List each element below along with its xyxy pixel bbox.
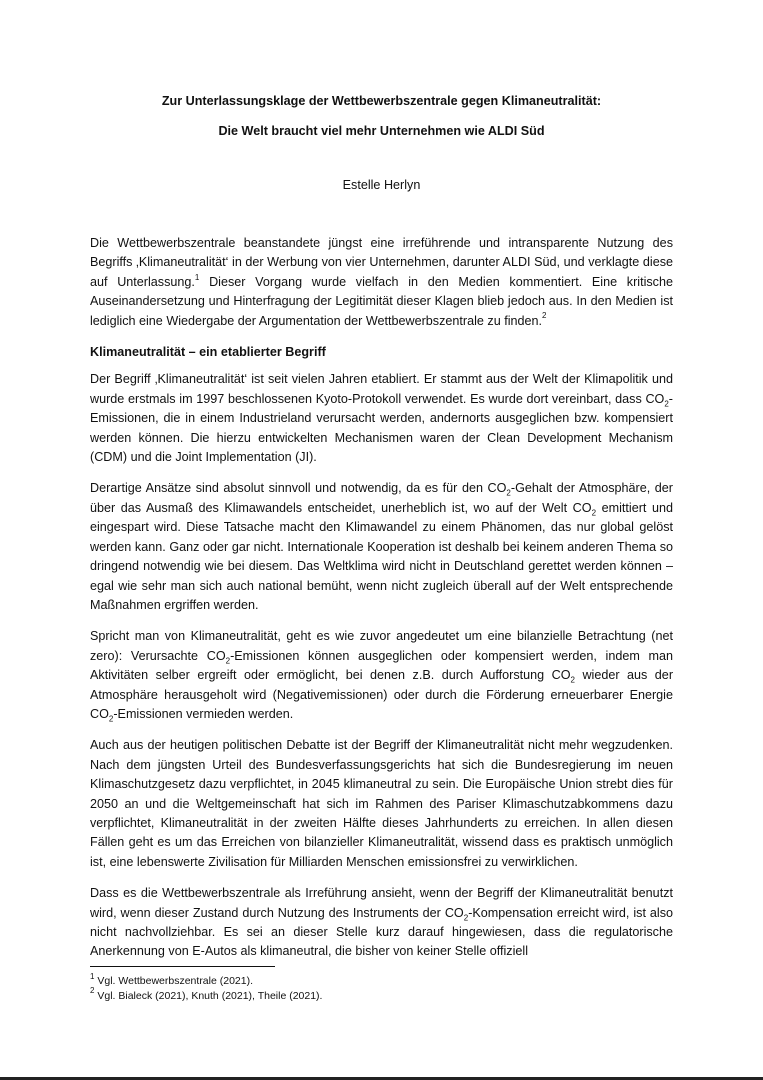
author: Estelle Herlyn: [342, 178, 421, 192]
body-text: [90, 234, 673, 974]
footnotes: [90, 971, 673, 1003]
footnote-ref-2: 2: [542, 311, 547, 321]
footnote-separator: [90, 966, 275, 967]
section-heading: Klimaneutralität – ein etablierter Begriff: [90, 345, 326, 360]
title-line-2: Die Welt braucht viel mehr Unternehmen wie ALDI Süd: [218, 124, 545, 138]
paragraph-5: Auch aus der heutigen politischen Debatte ist der Begriff der Klimaneutralität nicht mehr wegzudenken. Nach dem jüngsten Urteil des Bundesverfassungsgerichts hat sich die Bundesregierung im neuen Klimaschutzgesetz dazu verpflichtet, in 2045 klimaneutral zu sein. Die Europäische Union strebt dies für 2050 an und die Weltgemeinschaft hat sich im Rahmen des Pariser Klimaschutzabkommens dazu verpflichtet, Klimaneutralität in der zweiten Hälfte dieses Jahrhunderts zu erreichen. In allen diesen Fällen geht es um das Erreichen von bilanzieller Klimaneutralität, wissend dass es praktisch unmöglich ist, eine lebenswerte Zivilisation für Milliarden Menschen emissionsfrei zu verwirklichen.: [90, 738, 673, 869]
paragraph-4: Spricht man von Klimaneutralität, geht es wie zuvor angedeutet um eine bilanzielle Betrachtung (net zero): Verursachte $CO_2$-Emissionen können ausgeglichen oder kompensiert werden, indem man Aktivitäten selber ergreift oder ermöglicht, bei denen z.B. durch Aufforstung $CO_2$ wieder aus der Atmosphäre herausgeholt wird (Negativemissionen) oder durch die Förderung erneuerbarer Energie $CO_2$-Emissionen vermieden werden.: [90, 629, 674, 724]
footnote-2: $^2$ Vgl. Bialeck (2021), Knuth (2021), Theile (2021).: [90, 986, 323, 1002]
paragraph-3: Derartige Ansätze sind absolut sinnvoll und notwendig, da es für den $CO_2$-Gehalt der Atmosphäre, der über das Ausmaß des Klimawandels entscheidet, unerheblich ist, wo auf der Welt $CO_2$ emittiert und eingespart wird. Diese Tatsache macht den Klimawandel zu einem Phänomen, das nur global gelöst werden kann. Ganz oder gar nicht. Internationale Kooperation ist deshalb bei keinem anderen Thema so dringend notwendig wie bei diesem. Das Weltklima wird nicht in Deutschland gerettet werden können – egal wie sehr man sich auch national bemüht, wenn nicht zugleich überall auf der Welt entsprechende Maßnahmen ergriffen werden.: [90, 481, 673, 612]
title-line-1: Zur Unterlassungsklage der Wettbewerbszentrale gegen Klimaneutralität:: [161, 94, 602, 108]
paragraph-2: Der Begriff ‚Klimaneutralität‘ ist seit vielen Jahren etabliert. Er stammt aus der Welt der Klimapolitik und wurde erstmals im 1997 beschlossenen Kyoto-Protokoll verwendet. Es wurde dort vereinbart, dass $CO_2$-Emissionen, die in einem Industrieland verursacht werden, andernorts ausgeglichen bzw. kompensiert werden können. Die hierzu entwickelten Mechanismen waren der Clean Development Mechanism (CDM) und die Joint Implementation (JI).: [90, 372, 673, 465]
paragraph-1: Die Wettbewerbszentrale beanstandete jüngst eine irreführende und intransparente Nutzung des Begriffs ‚Klimaneutralität‘ in der Werbung von vier Unternehmen, darunter ALDI Süd, und verklagte diese auf Unterlassung.$^1$ Dieser Vorgang wurde vielfach in den Medien kommentiert. Eine kritische Auseinandersetzung und Hinterfragung der Legitimität dieser Klagen blieb jedoch aus. In den Medien ist lediglich eine Wiedergabe der Argumentation der Wettbewerbszentrale zu finden.$^2$: [90, 236, 673, 328]
paragraph-6: Dass es die Wettbewerbszentrale als Irreführung ansieht, wenn der Begriff der Klimaneutralität benutzt wird, wenn dieser Zustand durch Nutzung des Instruments der $CO_2$-Kompensation erreicht wird, ist also nicht nachvollziehbar. Es sei an dieser Stelle kurz darauf hingewiesen, dass die regulatorische Anerkennung von E-Autos als klimaneutral, die bisher von keiner Stelle offiziell: [90, 886, 674, 959]
footnote-1: $^1$ Vgl. Wettbewerbszentrale (2021).: [90, 971, 254, 987]
footnote-ref-1: 1: [194, 272, 200, 282]
